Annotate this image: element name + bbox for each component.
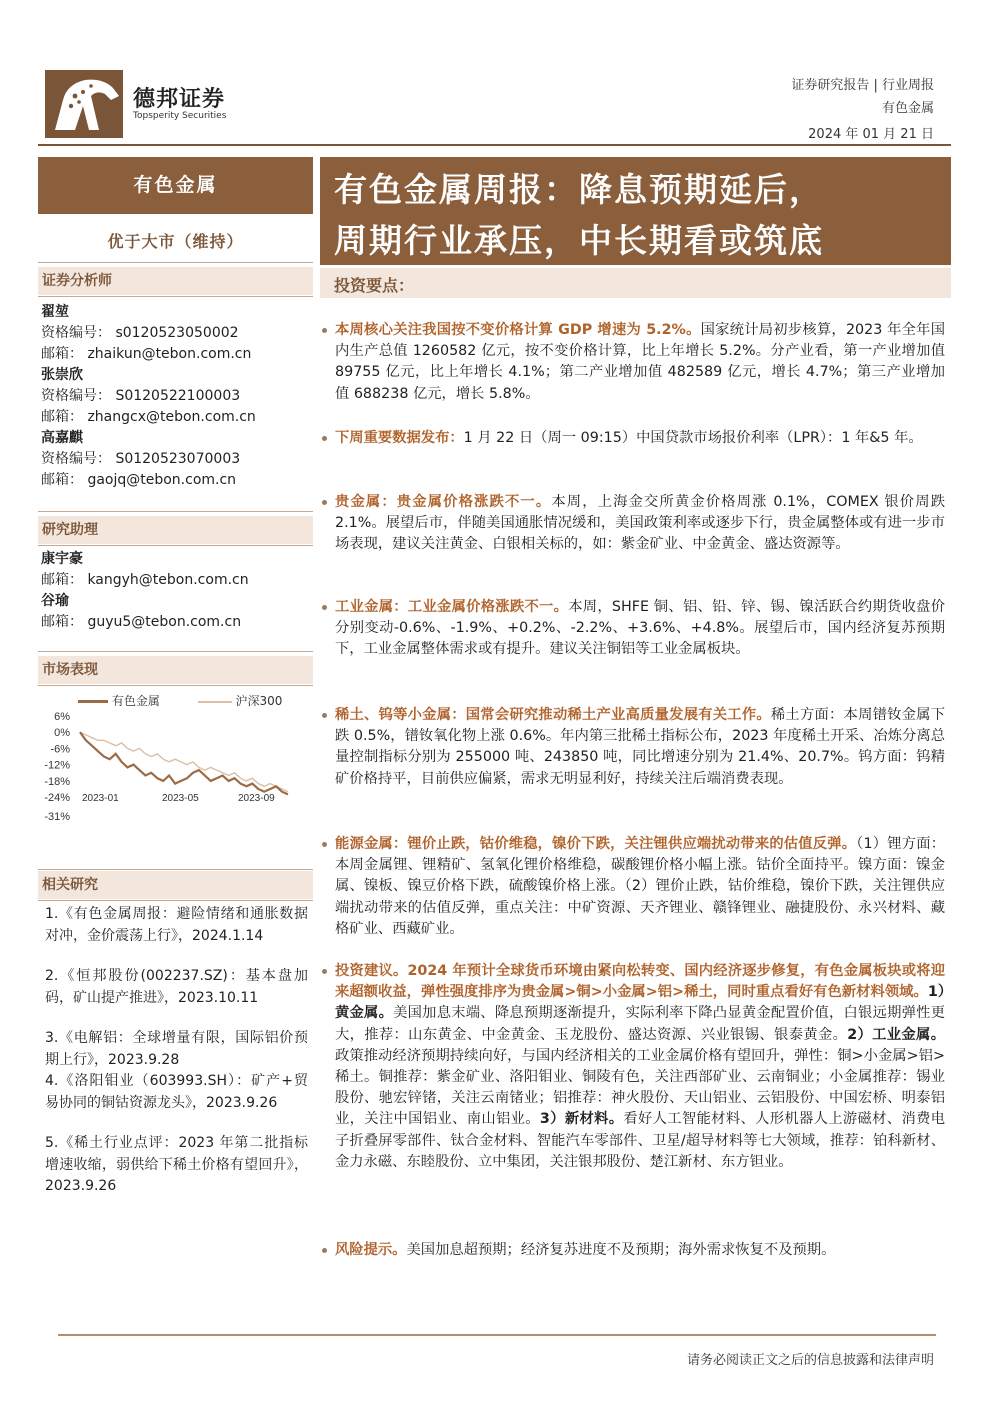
y-tick-label: -18%	[44, 775, 70, 788]
paragraph-text: 看好人工智能材料、人形机器人上游磁材、消费电子折叠屏零部件、钛合金材料、智能汽车零部件、卫星/超导材料等七大领域，推荐：铂科新材、金力永磁、东睦股份、立中集团，关注银邦股份、楚江新材、东方钽业。	[335, 1111, 946, 1170]
divider	[38, 296, 313, 297]
paragraph-lead: 本周核心关注我国按不变价格计算 GDP 增速为 5.2%。	[335, 322, 701, 338]
related-item[interactable]: 3.《电解铝：全球增量有限，国际铝价预期上行》，2023.9.28	[45, 1030, 308, 1068]
paragraph-lead: 稀土、钨等小金属：国常会研究推动稀土产业高质量发展有关工作。	[335, 707, 771, 723]
analysts-heading: 证券分析师	[38, 267, 313, 295]
series-line-csi300	[80, 732, 288, 792]
legend-label: 沪深300	[235, 694, 283, 708]
paragraph-investment-advice	[335, 961, 945, 1173]
report-title-line2: 周期行业承压，中长期看或筑底	[334, 221, 824, 260]
analyst-cert: 资格编号： s0120523050002	[41, 325, 239, 341]
legend-label: 有色金属	[111, 694, 160, 708]
assistant-block	[41, 549, 249, 633]
y-tick-label: -31%	[44, 811, 70, 823]
market-heading: 市场表现	[38, 656, 313, 684]
y-tick-label: 0%	[54, 727, 70, 740]
leopard-logo-icon	[45, 70, 123, 138]
bullet-icon	[322, 969, 327, 974]
y-tick-label: -24%	[44, 792, 70, 805]
paragraph-text: 本周，SHFE 铜、铝、铅、锌、锡、镍活跃合约期货收盘价分别变动-0.6%、-1.9%、+0.2%、-2.2%、+3.6%、+4.8%。展望后市，国内经济复苏预期下，工业金属整体需求或有提升。建议关注铜铝等工业金属板块。	[335, 599, 946, 658]
paragraph-text: 1 月 22 日（周一 09:15）中国贷款市场报价利率（LPR）：1 年&5 年。	[463, 430, 923, 446]
paragraph-lead: 工业金属：工业金属价格涨跌不一。	[335, 599, 569, 615]
x-tick-label: 2023-01	[82, 793, 119, 805]
paragraph-text: 美国加息超预期；经济复苏进度不及预期；海外需求恢复不及预期。	[406, 1242, 836, 1258]
divider	[38, 651, 313, 652]
footer-divider	[58, 1334, 936, 1336]
sub-heading: 2）工业金属。	[847, 1026, 945, 1043]
bullet-icon	[322, 500, 327, 505]
assistant-name: 康宇豪	[41, 551, 83, 567]
bullet-icon	[322, 436, 327, 441]
sector-label: 有色金属	[38, 157, 313, 214]
y-tick-label: -6%	[50, 743, 70, 756]
paragraph-data-release	[335, 428, 945, 449]
divider	[38, 869, 313, 870]
bullet-icon	[322, 713, 327, 718]
related-heading: 相关研究	[38, 871, 313, 899]
x-tick-label: 2023-05	[162, 793, 199, 805]
analyst-email[interactable]: 邮箱： zhaikun@tebon.com.cn	[41, 346, 252, 362]
divider	[38, 685, 313, 686]
y-tick-label: -12%	[44, 759, 70, 772]
brand-name-en: Topsperity Securities	[133, 111, 227, 121]
paragraph-lead: 贵金属：贵金属价格涨跌不一。	[335, 494, 552, 510]
header-divider	[38, 144, 951, 146]
related-item[interactable]: 2.《恒邦股份(002237.SZ)：基本盘加码，矿山提产推进》，2023.10.11	[45, 968, 308, 1006]
paragraph-energy-metals	[335, 834, 945, 940]
assistant-email[interactable]: 邮箱： guyu5@tebon.com.cn	[41, 614, 242, 630]
sub-heading: 3）新材料。	[539, 1111, 624, 1128]
paragraph-text: 国家统计局初步核算，2023 年全年国内生产总值 1260582 亿元，按不变价格计算，比上年增长 5.2%。分产业看，第一产业增加值 89755 亿元，比上年增长 4.1%；第二产业增加值 482589 亿元，增长 4.7%；第三产业增加值 688238 亿元，增长 5.8%。	[335, 322, 945, 402]
header-sector: 有色金属	[881, 101, 934, 116]
analyst-cert: 资格编号： S0120523070003	[41, 451, 241, 467]
x-tick-label: 2023-09	[238, 793, 275, 805]
key-points-bar	[320, 268, 951, 298]
divider	[38, 900, 313, 901]
investment-rating: 优于大市（维持）	[107, 232, 244, 251]
paragraph-gdp	[335, 320, 945, 405]
paragraph-text: （1）锂方面：本周金属锂、锂精矿、氢氧化锂价格维稳，碳酸锂价格小幅上涨。钴价全面持平。镍方面：镍金属、镍板、镍豆价格下跌，硫酸镍价格上涨。（2）锂价止跌，钴价维稳，镍价下跌，关注锂供应端扰动带来的估值反弹，重点关注：中矿资源、天齐锂业、赣锋锂业、融捷股份、永兴材料、藏格矿业、西藏矿业。	[335, 836, 945, 937]
assistant-email[interactable]: 邮箱： kangyh@tebon.com.cn	[41, 572, 249, 588]
analyst-email[interactable]: 邮箱： zhangcx@tebon.com.cn	[41, 409, 256, 425]
paragraph-lead: 下周重要数据发布：	[335, 430, 464, 446]
bullet-icon	[322, 842, 327, 847]
analyst-cert: 资格编号： S0120522100003	[41, 388, 241, 404]
paragraph-lead: 投资建议。2024 年预计全球货币环境由紧向松转变、国内经济逐步修复，有色金属板块或将迎来超额收益，弹性强度排序为贵金属>铜>小金属>铝>稀土，同时重点看好有色新材料领域。	[335, 963, 945, 1001]
y-tick-label: 6%	[54, 711, 70, 723]
report-title-line1: 有色金属周报：降息预期延后，	[334, 170, 824, 209]
paragraph-risk	[335, 1240, 945, 1261]
paragraph-industrial-metals	[335, 597, 945, 661]
report-date: 2024 年 01 月 21 日	[808, 127, 934, 142]
assistant-name: 谷瑜	[41, 593, 69, 609]
paragraph-lead: 能源金属：锂价止跌，钴价维稳，镍价下跌，关注锂供应端扰动带来的估值反弹。	[335, 836, 857, 852]
paragraph-text: 美国加息末端、降息预期逐渐提升，实际利率下降凸显黄金配置价值，白银远期弹性更大，推荐：山东黄金、中金黄金、玉龙股份、盛达资源、兴业银锡、银泰黄金。	[335, 1005, 946, 1043]
divider	[38, 545, 313, 546]
market-performance-chart	[38, 708, 313, 828]
related-item[interactable]: 1.《有色金属周报：避险情绪和通胀数据对冲，金价震荡上行》，2024.1.14	[45, 906, 308, 944]
bullet-icon	[322, 605, 327, 610]
related-item[interactable]: 4.《洛阳钼业（603993.SH）：矿产+贸易协同的铜钴资源龙头》，2023.9.26	[45, 1073, 308, 1111]
legend-swatch	[78, 700, 108, 703]
brand-logo	[45, 70, 123, 138]
paragraph-lead: 风险提示。	[335, 1242, 407, 1258]
bullet-icon	[322, 1248, 327, 1253]
analyst-email[interactable]: 邮箱： gaojq@tebon.com.cn	[41, 472, 237, 488]
paragraph-text: 稀土方面：本周镨钕金属下跌 0.5%，镨钕氧化物上涨 0.6%。年内第三批稀土指标公布，2023 年度稀土开采、冶炼分离总量控制指标分别为 255000 吨、243850 吨，同比增速分别为 21.4%、20.7%。钨方面：钨精矿价格持平，目前供应偏紧，需求无明显利好，持续关注后端消费表现。	[335, 707, 946, 787]
analyst-name: 高嘉麒	[41, 430, 83, 446]
assistants-heading: 研究助理	[38, 516, 313, 544]
paragraph-precious-metals	[335, 492, 945, 556]
brand-name: 德邦证券	[133, 87, 226, 112]
paragraph-minor-metals	[335, 705, 945, 790]
analyst-block	[41, 302, 256, 491]
paragraph-text: 政策推动经济预期持续向好，与国内经济相关的工业金属价格有望回升，弹性：铜>小金属>铝>稀土。铜推荐：紫金矿业、洛阳钼业、铜陵有色，关注西部矿业、云南铜业；小金属推荐：锡业股份、驰宏锌锗，关注云南锗业；铝推荐：神火股份、天山铝业、云铝股份、中国宏桥、明泰铝业，关注中国铝业、南山铝业。	[335, 1047, 945, 1128]
related-item[interactable]: 5.《稀土行业点评：2023 年第二批指标增速收缩，弱供给下稀土价格有望回升》，2023.9.26	[45, 1135, 308, 1194]
analyst-name: 翟堃	[41, 304, 69, 320]
bullet-icon	[322, 328, 327, 333]
footer-disclaimer: 请务必阅读正文之后的信息披露和法律声明	[686, 1353, 934, 1368]
chart-legend	[78, 692, 282, 709]
paragraph-text: 本周，上海金交所黄金价格周涨 0.1%，COMEX 银价周跌 2.1%。展望后市，伴随美国通胀情况缓和，美国政策利率或逐步下行，贵金属整体或有进一步市场表现，建议关注黄金、白银相关标的，如：紫金矿业、中金黄金、盛达资源等。	[335, 494, 945, 553]
sub-heading: 1）黄金属。	[335, 984, 945, 1022]
report-type: 证券研究报告 | 行业周报	[791, 78, 934, 93]
key-points-heading: 投资要点：	[334, 276, 415, 295]
divider	[38, 262, 313, 263]
divider	[38, 511, 313, 512]
legend-swatch	[198, 701, 232, 703]
analyst-name: 张崇欣	[41, 367, 83, 383]
